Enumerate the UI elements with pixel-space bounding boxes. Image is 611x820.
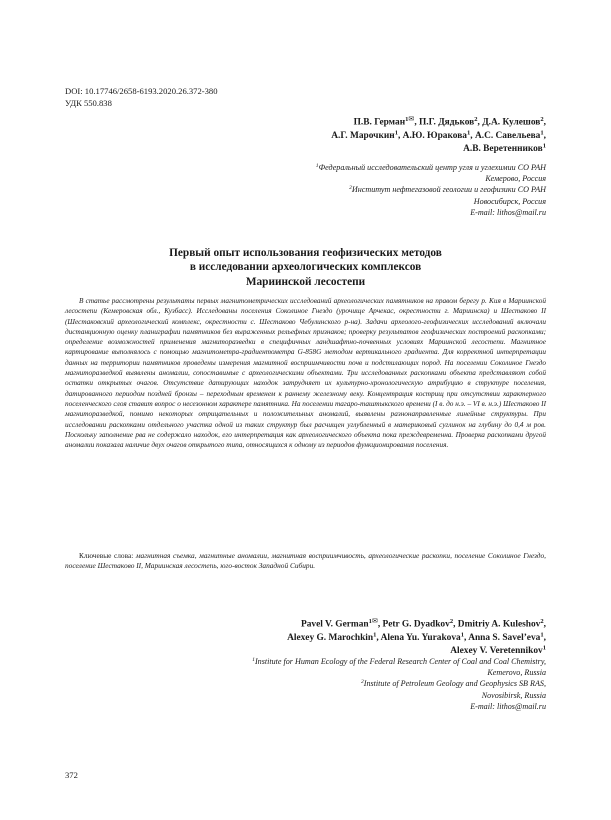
author-name: П.В. Герман (353, 117, 406, 128)
author-affiliation-mark: 1 (405, 116, 409, 124)
keywords (65, 551, 546, 572)
author-name: Pavel V. German (301, 619, 369, 630)
author-separator: , (376, 632, 381, 643)
affiliation-line (126, 196, 546, 207)
author-separator: , (543, 619, 546, 630)
affiliations-en (116, 656, 546, 712)
author-name: А.Ю. Юракова (402, 130, 467, 141)
author-line (116, 632, 546, 645)
author-affiliation-mark: 1 (394, 129, 398, 137)
author-name: П.Г. Дядьков (419, 117, 475, 128)
author-separator: , (414, 117, 419, 128)
affiliation-line (116, 690, 546, 701)
title-line: Первый опыт использования геофизических методов (169, 247, 442, 259)
author-separator: , (464, 632, 469, 643)
affiliation-text: Кемерово, Россия (485, 174, 546, 184)
author-affiliation-mark: 2 (449, 618, 454, 626)
author-affiliation-mark: 1 (542, 142, 546, 150)
affiliation-line (116, 656, 546, 667)
keywords-label: Ключевые слова: (79, 551, 134, 560)
affiliation-text: Новосибирск, Россия (473, 196, 546, 206)
author-name: А.С. Савельева (474, 130, 541, 141)
author-affiliation-mark: 2 (474, 116, 478, 124)
author-affiliation-mark: 1 (540, 631, 544, 639)
author-line (126, 130, 546, 143)
authors-en (116, 615, 546, 658)
author-name: Д.А. Кулешов (482, 117, 541, 128)
envelope-icon: ✉ (408, 115, 415, 123)
author-name: Anna S. Savel’eva (468, 632, 541, 643)
author-affiliation-mark: 1 (373, 631, 377, 639)
author-name: А.В. Веретенников (463, 143, 543, 154)
affiliation-line (126, 173, 546, 184)
author-separator: , (377, 619, 383, 630)
author-name: Dmitriy A. Kuleshov (457, 619, 541, 630)
author-affiliation-mark: 2 (540, 618, 544, 626)
envelope-icon: ✉ (371, 617, 378, 625)
author-affiliation-mark: 1 (368, 618, 372, 626)
affiliation-text: Kemerovo, Russia (487, 668, 546, 678)
udc-code: УДК 550.838 (65, 98, 112, 108)
author-separator: , (453, 619, 458, 630)
affiliation-line (126, 184, 546, 195)
author-affiliation-mark: 2 (540, 116, 544, 124)
author-affiliation-mark: 1 (540, 129, 544, 137)
doi[interactable]: DOI: 10.17746/2658-6193.2020.26.372-380 (65, 86, 218, 96)
affiliation-text: Institute for Human Ecology of the Federal Research Center of Coal and Coal Chemistry, (254, 657, 546, 666)
authors-ru (126, 113, 546, 156)
affiliation-text: Novosibirsk, Russia (481, 690, 546, 700)
affiliation-mark: 2 (349, 185, 352, 192)
title-line: Мариинской лесостепи (245, 275, 366, 288)
affiliation-text: Institute of Petroleum Geology and Geophysics SB RAS, (363, 679, 546, 689)
affiliation-line (116, 678, 546, 689)
author-separator: , (397, 130, 403, 141)
affiliation-line (126, 162, 546, 173)
author-affiliation-mark: 1 (460, 631, 465, 639)
affiliation-text: E-mail: lithos@mail.ru (470, 701, 546, 711)
author-line (126, 143, 546, 156)
author-line (126, 113, 546, 130)
author-name: Petr G. Dyadkov (382, 619, 450, 630)
author-line (116, 615, 546, 632)
author-separator: , (543, 130, 546, 141)
author-separator: , (543, 117, 546, 128)
abstract-ru: В статье рассмотрены результаты первых магнитометрических исследований археологических памятников на правом берегу р. Кия в Мариинской лесостепи (Кемеровская обл., Кузбасс). Исследованы поселения Соколиное Гнездо (урочище Арчекас, окрестности г. Мариинска) и Шестаково II (Шестаковский археологический комплекс, окрестности с. Шестаково Чебулинского р-на). Задачи археолого-геофизических исследований включали дистанционную оценку планиграфии памятников без выраженных рельефных признаков; проверку результатов геофизических построений раскопками; определение возможностей применения магниторазведки в специфичных ландшафтно-почвенных условиях Мариинской лесостепи. Магнитное картирование выполнялось с помощью магнитометра-градиентометра G-858G методом вертикального градиента. Для корректной интерпретации данных на территории памятников проведены измерения магнитной восприимчивости почв и подстилающих пород. На поселении Соколиное Гнездо магниторазведкой выявлены аномалии, сопоставимые с археологическими объектами. Три исследованных раскопками объекта представляют собой остатки открытых очагов. Отсутствие датирующих находок затрудняет их культурно-хронологическую атрибуцию в структуре поселения, датированного периодом поздней бронзы – переходным временем к раннему железному веку. Концентрация кострищ при отсутствии характерного поселенческого слоя ставит вопрос о несезонном характере памятника. На поселении тагаро-таштыкского времени (I в. до н.э. – VI в. н.э.) Шестаково II магниторазведкой, помимо некоторых отрицательных и положительных аномалий, выявлены разнонаправленные линейные структуры. При исследовании раскопками отдельного участка одной из таких структур был расчищен углубленный в материковый суглинок на глубину до 0,4 м ров. Поскольку заполнение рва не содержало находок, его интерпретация как археологического объекта пока преждевременна. Проверка раскопками другой аномалии показала наличие двух очагов открытого типа, относящихся к одному из периодов функционирования поселения. (65, 297, 546, 450)
affiliation-text: Институт нефтегазовой геологии и геофизики СО РАН (351, 185, 546, 195)
page-number: 372 (65, 770, 78, 780)
author-separator: , (470, 130, 475, 141)
affiliation-line (126, 207, 546, 218)
author-separator: , (543, 632, 546, 643)
author-name: Alena Yu. Yurakova (380, 632, 461, 643)
title-line: в исследовании археологических комплексов (189, 261, 422, 274)
author-affiliation-mark: 1 (466, 129, 471, 137)
author-name: А.Г. Марочкин (331, 130, 395, 141)
affiliation-line (116, 701, 546, 712)
affiliations-ru (126, 162, 546, 218)
affiliation-mark: 2 (360, 679, 364, 686)
affiliation-line (116, 667, 546, 678)
article-title (65, 246, 546, 289)
affiliation-text: E-mail: lithos@mail.ru (470, 207, 546, 217)
author-separator: , (477, 117, 483, 128)
affiliation-mark: 1 (252, 657, 255, 664)
affiliation-text: Федеральный исследовательский центр угля и углехимии СО РАН (318, 163, 546, 172)
author-name: Alexey G. Marochkin (287, 632, 374, 643)
author-name: Alexey V. Veretennikov (450, 645, 543, 656)
keywords-text: магнитная съемка, магнитные аномалии, магнитная восприимчивость, археологические раскопки, поселение Соколиное Гнездо, поселение Шестаково II, Мариинская лесостепь, юго-восток Западной Сибири. (65, 551, 546, 571)
author-affiliation-mark: 1 (542, 644, 546, 652)
affiliation-mark: 1 (315, 163, 319, 170)
